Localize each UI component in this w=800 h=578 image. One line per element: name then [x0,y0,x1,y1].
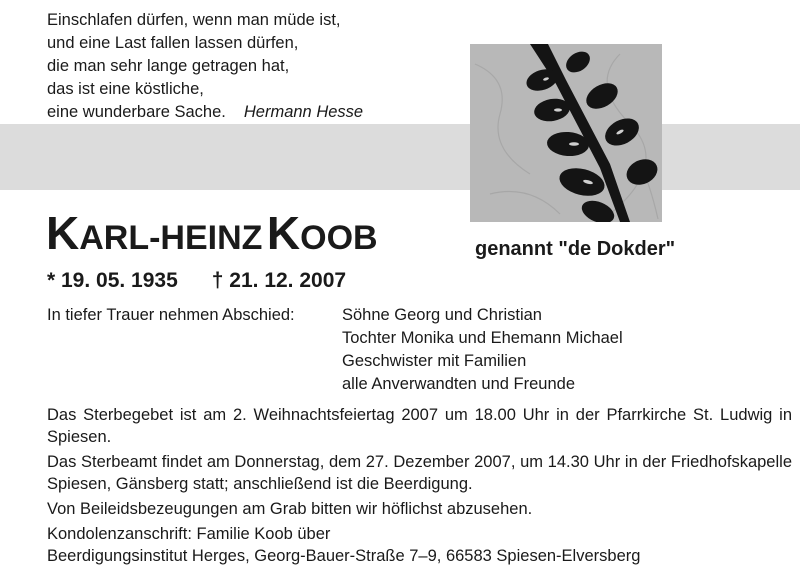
mourners-list [342,304,623,396]
mourner-entry: Tochter Monika und Ehemann Michael [342,329,623,347]
quote-line: die man sehr lange getragen hat, [47,57,290,75]
quote-line: eine wunderbare Sache. [47,103,226,121]
deceased-nickname: genannt "de Dokder" [475,238,676,260]
condolence-address [47,523,792,567]
quote-last-line [47,101,363,124]
deceased-name: KARL-HEINZ KOOB [46,207,378,259]
address-line: Beerdigungsinstitut Herges, Georg-Bauer-Straße 7–9, 66583 Spiesen-Elversberg [47,547,641,565]
life-dates [47,269,346,293]
mourners-label: In tiefer Trauer nehmen Abschied: [47,306,295,324]
mourner-entry: alle Anverwandten und Freunde [342,375,575,393]
mourner-entry: Geschwister mit Familien [342,352,527,370]
address-line: Kondolenzanschrift: Familie Koob über [47,525,331,543]
quote-line: das ist eine köstliche, [47,80,204,98]
quote-line: Einschlafen dürfen, wenn man müde ist, [47,11,341,29]
requiem-notice: Das Sterbeamt findet am Donnerstag, dem 27. Dezember 2007, um 14.30 Uhr in der Friedhofskapelle Spiesen, Gänsberg statt; anschließend ist die Beerdigung. [47,453,792,493]
prayer-notice: Das Sterbegebet ist am 2. Weihnachtsfeiertag 2007 um 18.00 Uhr in der Pfarrkirche St. Ludwig in Spiesen. [47,406,792,446]
leaf-branch-icon [470,44,662,222]
mourner-entry: Söhne Georg und Christian [342,306,542,324]
condolence-note: Von Beileidsbezeugungen am Grab bitten wir höflichst abzusehen. [47,500,533,518]
quote-line: und eine Last fallen lassen dürfen, [47,34,299,52]
death-date: † 21. 12. 2007 [211,269,347,292]
notices-block [47,404,792,570]
header-band [0,124,800,190]
quote-block [47,9,363,124]
birth-date: * 19. 05. 1935 [47,269,178,292]
quote-author: Hermann Hesse [243,103,364,121]
